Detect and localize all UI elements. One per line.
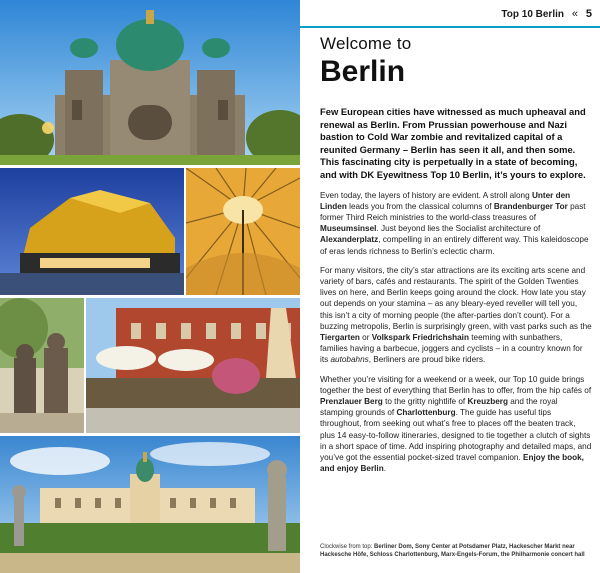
paragraph-history: Even today, the layers of history are evident. A stroll along Unter den Linden leads you from the classical columns of Brandenburger Tor past former Third Reich ministries to the world-class treasures of Museumsinsel. Just beyond lies the Socialist architecture of Alexanderplatz, compelling in an entirely different way. This kaleidoscope of eras lends richness to Berlin’s eclectic charm.: [320, 190, 589, 256]
caption-body: Berliner Dom, Sony Center at Potsdamer Platz, Hackescher Markt near Hackesche Höfe, Schloss Charlottenburg, Marx-Engels-Forum, the Philharmonie concert hall: [320, 544, 585, 558]
term-autobahns: autobahns: [330, 355, 369, 365]
place-museumsinsel: Museumsinsel: [320, 224, 377, 234]
running-head-title: Top 10 Berlin: [501, 9, 564, 20]
place-tiergarten: Tiergarten: [320, 333, 360, 342]
place-brandenburger-tor: Brandenburger Tor: [493, 201, 568, 211]
page-title-line2: Berlin: [320, 55, 406, 88]
photo-marx-engels-forum: [0, 298, 84, 433]
chevron-left-icon: «: [571, 8, 578, 20]
place-volkspark-friedrichshain: Volkspark Friedrichshain: [371, 333, 469, 342]
paragraph-nightlife: For many visitors, the city’s star attractions are its exciting arts scene and variety of bars, cafés and restaurants. The spirit of the Golden Twenties lives on here, and Berlin keeps going around the clock. How late you stay out depends on your stamina – as any bleary-eyed reveller will tell you, this isn’t a city of morning people (the after-parties don’t count). For a buzzing metropolis, Berlin is surprisingly green, with vast parks such as the Tiergarten or Volkspark Friedrichshain teeming with sunbathers, families having a barbecue, joggers and cyclists – in a country known for its autobahns, Berliners are proud bike riders.: [320, 265, 592, 365]
photo-schloss-charlottenburg: [0, 436, 300, 573]
caption-label: Clockwise from top:: [320, 544, 375, 550]
photo-hackescher-markt: [86, 298, 300, 433]
paragraph-guide: Whether you’re visiting for a weekend or a week, our Top 10 guide brings together the best of everything that Berlin has to offer, from the hip cafés of Prenzlauer Berg to the gritty nightlife of Kreuzberg and the royal stamping grounds of Charlottenburg. The guide has useful tips throughout, from seeking out what’s free to places off the beaten track, plus 14 easy-to-follow itineraries, designed to tie together a clutch of sights in a short space of time. Add inspiring photography and detailed maps, and you’ve got the essential pocket-sized travel companion. Enjoy the book, and enjoy Berlin.: [320, 374, 592, 474]
page-number: 5: [585, 8, 592, 20]
place-prenzlauer-berg: Prenzlauer Berg: [320, 397, 383, 407]
running-header: [300, 0, 600, 28]
photo-caption: [320, 543, 592, 559]
intro-paragraph: Few European cities have witnessed as much upheaval and renewal as Berlin. From Prussian powerhouse and Nazi bastion to Cold War zombie and revitalized capital of a reunited Germany – Berlin has seen it all, and then some. This fascinating city is perpetually in a state of becoming, and with DK Eyewitness Top 10 Berlin, it’s yours to explore.: [320, 106, 586, 180]
closing-line: Enjoy the book, and enjoy Berlin: [320, 453, 584, 474]
photo-philharmonie: [0, 168, 184, 295]
photo-sony-center: [186, 168, 300, 295]
photo-berliner-dom: [0, 0, 300, 165]
page-title-line1: Welcome to: [320, 34, 412, 53]
place-alexanderplatz: Alexanderplatz: [320, 235, 379, 245]
article-body: [320, 34, 592, 474]
place-unter-den-linden: Unter den Linden: [320, 190, 571, 211]
place-charlottenburg: Charlottenburg: [396, 408, 456, 418]
place-kreuzberg: Kreuzberg: [467, 397, 508, 407]
